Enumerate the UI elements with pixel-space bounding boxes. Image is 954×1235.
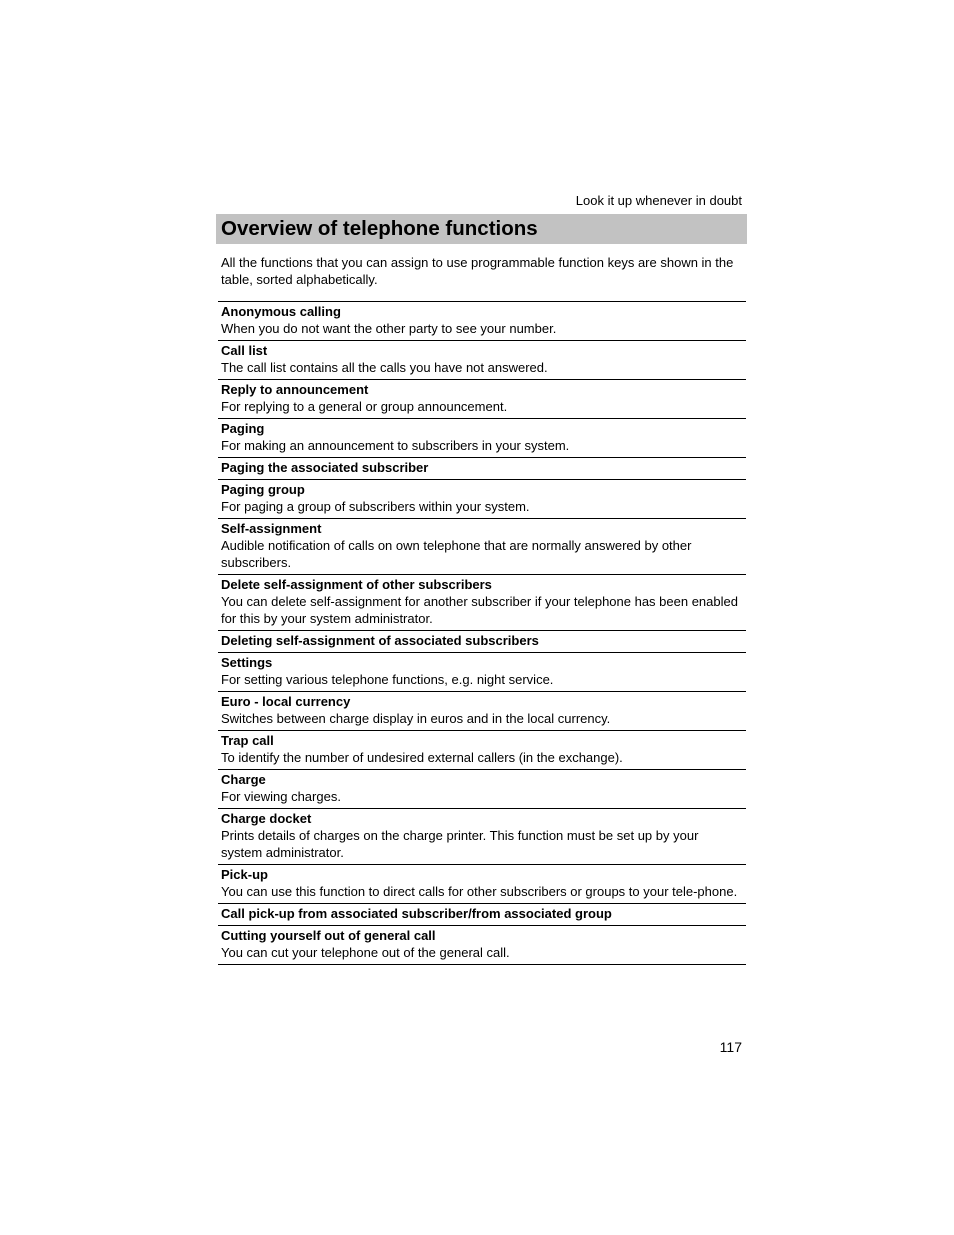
function-description: The call list contains all the calls you have not answered.	[221, 360, 548, 375]
function-name: Deleting self-assignment of associated subscribers	[221, 633, 539, 648]
function-name: Delete self-assignment of other subscribers	[221, 577, 492, 592]
function-description: To identify the number of undesired external callers (in the exchange).	[221, 750, 623, 765]
table-row	[218, 302, 746, 341]
function-description: When you do not want the other party to see your number.	[221, 321, 557, 336]
function-description: You can cut your telephone out of the general call.	[221, 945, 510, 960]
function-name: Paging group	[221, 482, 305, 497]
table-row	[218, 926, 746, 965]
function-name: Charge	[221, 772, 266, 787]
function-name: Self-assignment	[221, 521, 322, 536]
function-name: Euro - local currency	[221, 694, 351, 709]
function-description: For making an announcement to subscribers in your system.	[221, 438, 570, 453]
table-row	[218, 519, 746, 575]
function-name: Call pick-up from associated subscriber/from associated group	[221, 906, 612, 921]
table-row	[218, 419, 746, 458]
function-name: Paging the associated subscriber	[221, 460, 429, 475]
table-row	[218, 341, 746, 380]
function-name: Trap call	[221, 733, 274, 748]
function-name: Call list	[221, 343, 268, 358]
function-description: Switches between charge display in euros and in the local currency.	[221, 711, 611, 726]
function-table	[218, 301, 746, 965]
function-name: Pick-up	[221, 867, 268, 882]
table-row	[218, 770, 746, 809]
running-header: Look it up whenever in doubt	[575, 193, 742, 208]
function-description: For paging a group of subscribers within your system.	[221, 499, 530, 514]
function-description: For viewing charges.	[221, 789, 341, 804]
function-name: Paging	[221, 421, 265, 436]
function-name: Cutting yourself out of general call	[221, 928, 436, 943]
table-row	[218, 631, 746, 653]
page-number: 117	[719, 1039, 742, 1055]
function-name: Reply to announcement	[221, 382, 369, 397]
table-row	[218, 480, 746, 519]
section-title-bar	[216, 214, 747, 244]
function-description: You can delete self-assignment for another subscriber if your telephone has been enabled for this by your system administrator.	[221, 594, 738, 626]
table-row	[218, 653, 746, 692]
function-name: Charge docket	[221, 811, 312, 826]
table-row	[218, 458, 746, 480]
table-row	[218, 904, 746, 926]
intro-paragraph: All the functions that you can assign to use programmable function keys are shown in the table, sorted alphabetically.	[221, 255, 734, 287]
function-description: Audible notification of calls on own telephone that are normally answered by other subscribers.	[221, 538, 692, 570]
table-row	[218, 809, 746, 865]
page-title: Overview of telephone functions	[221, 217, 538, 240]
function-description: Prints details of charges on the charge printer. This function must be set up by your system administrator.	[221, 828, 699, 860]
table-row	[218, 575, 746, 631]
table-row	[218, 865, 746, 904]
function-description: You can use this function to direct calls for other subscribers or groups to your tele-phone.	[221, 884, 738, 899]
function-name: Settings	[221, 655, 273, 670]
table-row	[218, 731, 746, 770]
function-description: For replying to a general or group announcement.	[221, 399, 508, 414]
table-row	[218, 692, 746, 731]
table-row	[218, 380, 746, 419]
function-description: For setting various telephone functions, e.g. night service.	[221, 672, 554, 687]
function-name: Anonymous calling	[221, 304, 341, 319]
